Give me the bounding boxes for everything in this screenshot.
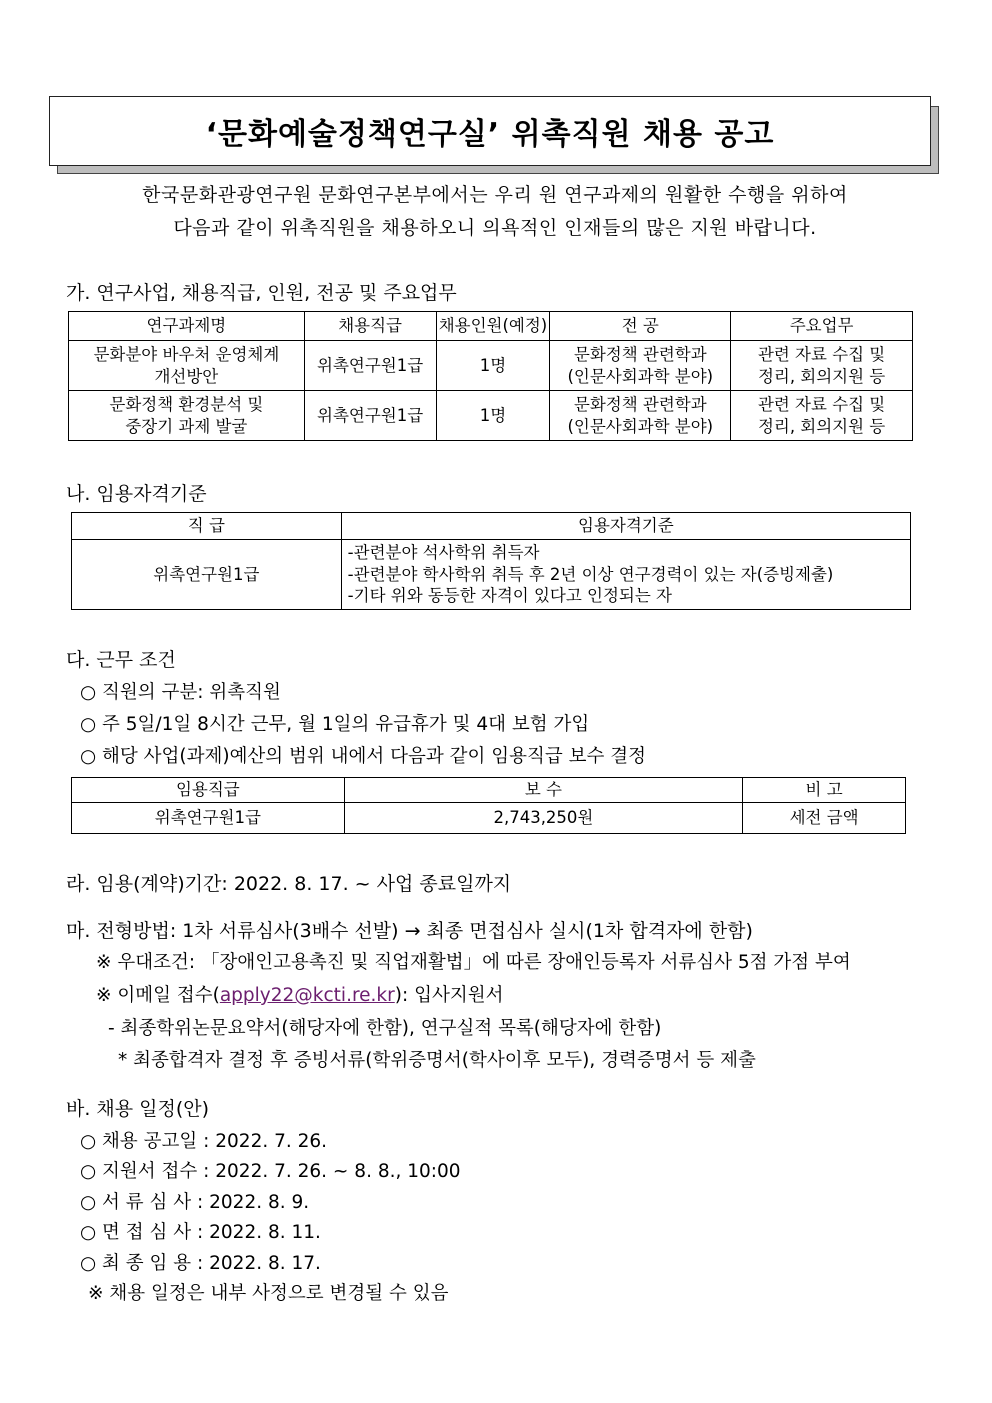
table-row: [72, 803, 906, 834]
schedule-note: ※ 채용 일정은 내부 사정으로 변경될 수 있음: [88, 1283, 449, 1304]
header-rank: 임용직급: [72, 778, 345, 803]
condition-item: ○ 해당 사업(과제)예산의 범위 내에서 다음과 같이 임용직급 보수 결정: [80, 746, 647, 767]
schedule-item: ○ 서 류 심 사 : 2022. 8. 9.: [80, 1192, 310, 1213]
condition-item: ○ 주 5일/1일 8시간 근무, 월 1일의 유급휴가 및 4대 보험 가입: [80, 714, 590, 735]
cell-pay: 2,743,250원: [344, 803, 743, 834]
cell-note: 세전 금액: [743, 803, 906, 834]
cell-project: 문화분야 바우처 운영체계 개선방안: [69, 341, 305, 391]
cell-major: 문화정책 관련학과 (인문사회과학 분야): [550, 341, 731, 391]
cell-criteria: -관련분야 석사학위 취득자 -관련분야 학사학위 취득 후 2년 이상 연구경력이 있는 자(증빙제출) -기타 위와 동등한 자격이 있다고 인정되는 자: [341, 540, 910, 610]
section-e-heading: 마. 전형방법: 1차 서류심사(3배수 선발) → 최종 면접심사 실시(1차 합격자에 한함): [66, 920, 753, 942]
section-d-heading: 라. 임용(계약)기간: 2022. 8. 17. ~ 사업 종료일까지: [66, 873, 512, 895]
preference-note: ※ 우대조건: 「장애인고용촉진 및 직업재활법」에 따른 장애인등록자 서류심사 5점 가점 부여: [96, 952, 851, 973]
header-rank: 채용직급: [304, 312, 436, 341]
cell-rank: 위촉연구원1급: [304, 391, 436, 441]
table-header-row: [72, 778, 906, 803]
cell-duty: 관련 자료 수집 및 정리, 회의지원 등: [731, 341, 913, 391]
header-major: 전 공: [550, 312, 731, 341]
cell-count: 1명: [436, 341, 550, 391]
cell-count: 1명: [436, 391, 550, 441]
schedule-item: ○ 채용 공고일 : 2022. 7. 26.: [80, 1131, 328, 1152]
email-link[interactable]: apply22@kcti.re.kr: [219, 985, 395, 1006]
document-note: - 최종학위논문요약서(해당자에 한함), 연구실적 목록(해당자에 한함): [108, 1018, 662, 1039]
cell-rank: 위촉연구원1급: [72, 540, 342, 610]
cell-project: 문화정책 환경분석 및 중장기 과제 발굴: [69, 391, 305, 441]
header-criteria: 임용자격기준: [341, 513, 910, 540]
header-project: 연구과제명: [69, 312, 305, 341]
table-header-row: [69, 312, 913, 341]
recruitment-table: [68, 311, 913, 441]
page-title: ‘문화예술정책연구실’ 위촉직원 채용 공고: [49, 96, 931, 166]
section-b-heading: 나. 임용자격기준: [66, 483, 207, 505]
schedule-item: ○ 최 종 임 용 : 2022. 8. 17.: [80, 1253, 321, 1274]
cell-duty: 관련 자료 수집 및 정리, 회의지원 등: [731, 391, 913, 441]
intro-line-2: 다음과 같이 위촉직원을 채용하오니 의욕적인 인재들의 많은 지원 바랍니다.: [173, 217, 817, 239]
table-header-row: [72, 513, 911, 540]
condition-item: ○ 직원의 구분: 위촉직원: [80, 682, 281, 703]
cell-rank: 위촉연구원1급: [304, 341, 436, 391]
table-row: [72, 540, 911, 610]
email-note: ※ 이메일 접수(apply22@kcti.re.kr): 입사지원서: [96, 985, 504, 1006]
section-f-heading: 바. 채용 일정(안): [66, 1098, 210, 1120]
table-row: [69, 341, 913, 391]
header-rank: 직 급: [72, 513, 342, 540]
qualification-table: [71, 512, 911, 610]
header-duty: 주요업무: [731, 312, 913, 341]
cell-major: 문화정책 관련학과 (인문사회과학 분야): [550, 391, 731, 441]
title-banner: [49, 96, 941, 174]
section-c-heading: 다. 근무 조건: [66, 649, 176, 671]
header-pay: 보 수: [344, 778, 743, 803]
proof-note: * 최종합격자 결정 후 증빙서류(학위증명서(학사이후 모두), 경력증명서 등 제출: [118, 1050, 756, 1071]
salary-table: [71, 777, 906, 834]
intro-line-1: 한국문화관광연구원 문화연구본부에서는 우리 원 연구과제의 원활한 수행을 위하여: [142, 184, 848, 206]
header-count: 채용인원(예정): [436, 312, 550, 341]
section-a-heading: 가. 연구사업, 채용직급, 인원, 전공 및 주요업무: [66, 282, 457, 304]
table-row: [69, 391, 913, 441]
header-note: 비 고: [743, 778, 906, 803]
cell-rank: 위촉연구원1급: [72, 803, 345, 834]
schedule-item: ○ 지원서 접수 : 2022. 7. 26. ~ 8. 8., 10:00: [80, 1161, 461, 1182]
schedule-item: ○ 면 접 심 사 : 2022. 8. 11.: [80, 1222, 321, 1243]
